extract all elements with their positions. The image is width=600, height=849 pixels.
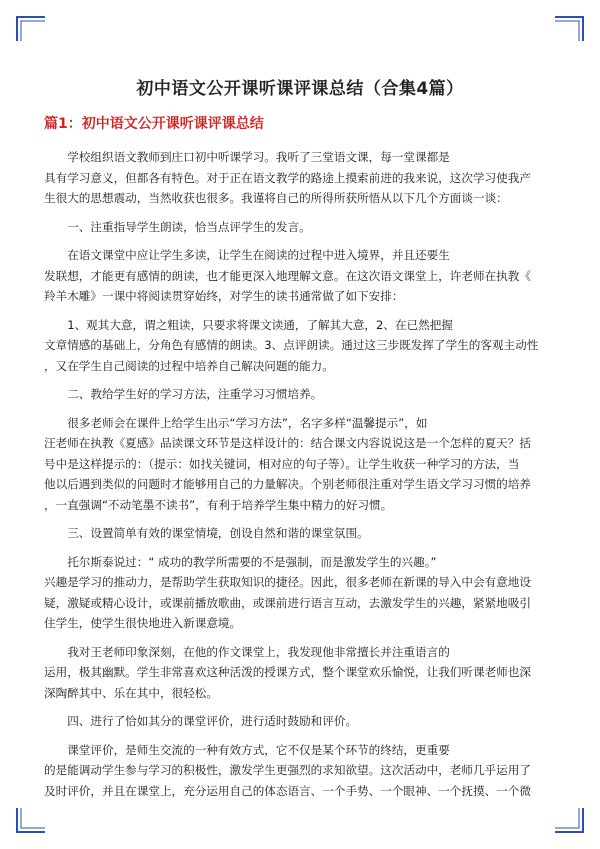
paragraph bbox=[44, 552, 556, 634]
paragraph-line: 疑，激疑或精心设计，或课前播放歌曲，或课前进行语言互动，去激发学生的兴趣，紧紧地吸引 bbox=[44, 595, 531, 610]
paragraph-line: 汪老师在执教《夏感》品读课文环节是这样设计的：结合课文内容说说这是一个怎样的夏天？括 bbox=[44, 436, 531, 450]
paragraph bbox=[44, 245, 556, 307]
paragraph-line: 三、设置简单有效的课堂情境，创设自然和谐的课堂氛围。 bbox=[67, 526, 369, 540]
subsection-heading bbox=[44, 523, 556, 544]
subsection-heading bbox=[44, 217, 556, 238]
corner-mark-top-right bbox=[553, 15, 585, 43]
paragraph-line: 号中是这样提示的：（提示：如找关键词，相对应的句子等）。让学生收获一种学习的方法，当 bbox=[44, 456, 520, 471]
paragraph-line: 我对王老师印象深刻，在他的作文课堂上，我发现他非常擅长并注重语言的 bbox=[67, 644, 450, 659]
paragraph-line: ，一直强调“不动笔墨不读书”，有利于培养学生集中精力的好习惯。 bbox=[44, 497, 393, 512]
paragraph-line: 发联想，才能更有感情的朗读，也才能更深入地理解文意。在这次语文课堂上，许老师在执教《 bbox=[44, 268, 531, 283]
paragraph-line: 羚羊木雕》一课中将阅读贯穿始终，对学生的读书通常做了如下安排： bbox=[44, 289, 404, 303]
subsection-heading bbox=[44, 384, 556, 405]
paragraph-line: 文章情感的基础上，分角色有感情的朗读。3、点评朗读。通过这三步既发挥了学生的客观主动性 bbox=[44, 338, 539, 352]
paragraph-line: ，又在学生自己阅读的过程中培养自己解决问题的能力。 bbox=[44, 358, 334, 373]
paragraph-line: 深陶醉其中、乐在其中，很轻松。 bbox=[44, 685, 218, 700]
paragraph-line: 托尔斯泰说过：“ 成功的教学所需要的不是强制，而是激发学生的兴趣。” bbox=[67, 554, 437, 569]
document-title: 初中语文公开课听课评课总结（合集4篇） bbox=[136, 79, 464, 99]
paragraph-line: 具有学习意义，但都各有特色。对于正在语文教学的路途上摸索前进的我来说，这次学习使我产 bbox=[44, 170, 531, 185]
paragraph bbox=[44, 740, 556, 802]
paragraph bbox=[44, 642, 556, 704]
paragraph-line: 他以后遇到类似的问题时才能够用自己的力量解决。个别老师很注重对学生语文学习习惯的培养 bbox=[44, 477, 531, 491]
paragraph bbox=[44, 147, 556, 209]
document-page bbox=[44, 74, 556, 809]
paragraph-line: 住学生，使学生很快地进入新课意境。 bbox=[44, 616, 242, 630]
paragraph bbox=[44, 315, 556, 377]
paragraph-line: 课堂评价，是师生交流的一种有效方式，它不仅是某个环节的终结，更重要 bbox=[67, 742, 450, 757]
paragraph-line: 一、注重指导学生朗读，恰当点评学生的发言。 bbox=[67, 219, 311, 234]
paragraph bbox=[44, 413, 556, 516]
paragraph-line: 很多老师会在课件上给学生出示“学习方法”，名字多样“温馨提示”，如 bbox=[67, 415, 428, 430]
subsection-heading bbox=[44, 711, 556, 732]
document-body bbox=[44, 147, 556, 801]
paragraph-line: 运用，极其幽默。学生非常喜欢这种活泼的授课方式，整个课堂欢乐愉悦，让我们听课老师也深 bbox=[44, 665, 531, 679]
corner-mark-bottom-left bbox=[15, 806, 47, 834]
section-heading: 篇1：初中语文公开课听课评课总结 bbox=[44, 116, 264, 132]
paragraph-line: 1、观其大意，谓之粗读，只要求将课文读通，了解其大意，2、在已然把握 bbox=[67, 317, 453, 332]
paragraph-line: 兴趣是学习的推动力，是帮助学生获取知识的捷径。因此，很多老师在新课的导入中会有意地设 bbox=[44, 575, 531, 589]
paragraph-line: 生很大的思想震动，当然收获也很多。我谨将自己的所得所获所悟从以下几个方面谈一谈： bbox=[44, 191, 508, 205]
paragraph-line: 及时评价，并且在课堂上，充分运用自己的体态语言、一个手势、一个眼神、一个抚摸、一个微 bbox=[44, 783, 531, 798]
paragraph-line: 二、教给学生好的学习方法，注重学习习惯培养。 bbox=[67, 387, 323, 401]
corner-mark-top-left bbox=[15, 15, 47, 43]
paragraph-line: 学校组织语文教师到庄口初中听课学习。我听了三堂语文课，每一堂课都是 bbox=[67, 150, 450, 164]
paragraph-line: 在语文课堂中应让学生多读，让学生在阅读的过程中进入境界，并且还要生 bbox=[67, 248, 450, 262]
corner-mark-bottom-right bbox=[553, 806, 585, 834]
paragraph-line: 四、进行了恰如其分的课堂评价，进行适时鼓励和评价。 bbox=[67, 714, 358, 728]
paragraph-line: 的是能调动学生参与学习的积极性，激发学生更强烈的求知欲望。这次活动中，老师几乎运用了 bbox=[44, 763, 531, 777]
